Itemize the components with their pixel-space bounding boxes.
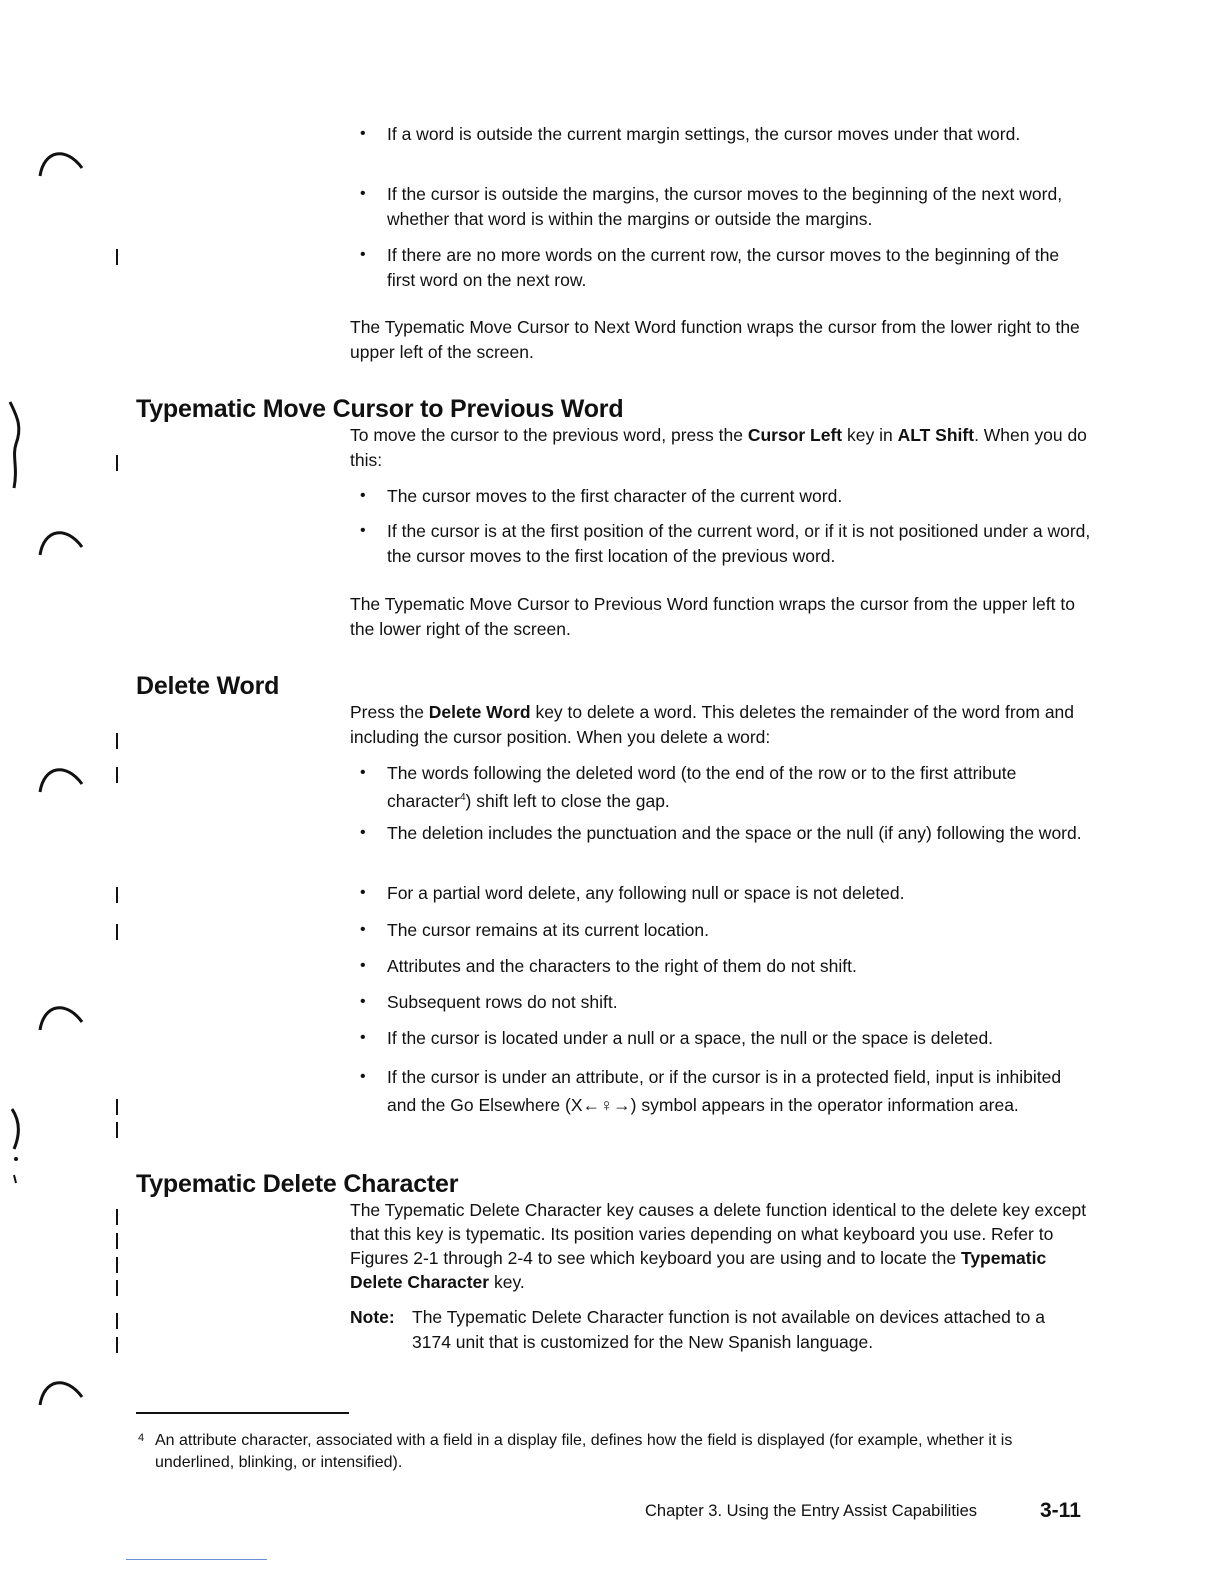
- revision-bar: [116, 1209, 118, 1225]
- revision-bar: [116, 887, 118, 903]
- revision-bar: [116, 1099, 118, 1115]
- footnote-mark: 4: [138, 1432, 145, 1444]
- paragraph: To move the cursor to the previous word, press the Cursor Left key in ALT Shift. When you do this:: [350, 425, 1087, 470]
- chapter-title: Chapter 3. Using the Entry Assist Capabilities: [645, 1502, 977, 1520]
- scan-edge-line: [126, 1559, 267, 1560]
- list-item: • If a word is outside the current margin settings, the cursor moves under that word.: [387, 122, 1092, 147]
- revision-bar: [116, 1122, 118, 1138]
- list-item: • If the cursor is under an attribute, or if the cursor is in a protected field, input is inhibited and the Go Elsewhere (X←♀→) symbol appears in the operator information area.: [387, 1063, 1092, 1119]
- list-item: • For a partial word delete, any following null or space is not deleted.: [387, 881, 1092, 906]
- paragraph: The Typematic Move Cursor to Next Word function wraps the cursor from the lower right to the upper left of the screen.: [350, 317, 1080, 362]
- binder-arc: [36, 760, 84, 794]
- key-name: ALT Shift: [897, 425, 975, 445]
- list-item: • If the cursor is located under a null or a space, the null or the space is deleted.: [387, 1026, 1092, 1051]
- paragraph: Press the Delete Word key to delete a word. This deletes the remainder of the word from and including the cursor position. When you delete a word:: [350, 702, 1075, 747]
- binder-arc: [36, 144, 84, 178]
- revision-bar: [116, 455, 118, 471]
- revision-bar: [116, 733, 118, 749]
- note-label: Note:: [350, 1307, 395, 1327]
- section-heading: Typematic Delete Character: [136, 1170, 459, 1198]
- paragraph: The Typematic Delete Character key causes a delete function identical to the delete key except that this key is typematic. Its position varies depending on what keyboard you use. Refer to Figures 2-1 through 2-4 to see which keyboard you are using and to locate the Typematic Delete Character key.: [350, 1200, 1087, 1292]
- revision-bar: [116, 924, 118, 940]
- revision-bar: [116, 767, 118, 783]
- list-item: • If there are no more words on the current row, the cursor moves to the beginning of the first word on the next row.: [387, 243, 1092, 292]
- footnote-rule: [136, 1412, 349, 1414]
- footnote-ref: 4: [459, 791, 466, 803]
- key-name: Typematic Delete Character: [350, 1248, 1047, 1292]
- list-item: • The cursor moves to the first character of the current word.: [387, 484, 1092, 509]
- paragraph: The Typematic Move Cursor to Previous Word function wraps the cursor from the upper left to the lower right of the screen.: [350, 594, 1075, 639]
- note-text: The Typematic Delete Character function is not available on devices attached to a 3174 unit that is customized for the New Spanish language.: [412, 1307, 1045, 1352]
- scan-edge-mark: [4, 398, 26, 498]
- binder-arc: [36, 998, 84, 1032]
- list-item: • The cursor remains at its current location.: [387, 918, 1092, 943]
- list-item: • The deletion includes the punctuation and the space or the null (if any) following the word.: [387, 821, 1092, 846]
- section-heading: Typematic Move Cursor to Previous Word: [136, 395, 624, 423]
- binder-arc: [36, 523, 84, 557]
- binder-arc: [36, 1373, 84, 1407]
- footnote-text: An attribute character, associated with a field in a display file, defines how the field is displayed (for example, whether it is underlined, blinking, or intensified).: [155, 1432, 1013, 1471]
- key-name: Delete Word: [428, 702, 531, 722]
- revision-bar: [116, 1280, 118, 1296]
- revision-bar: [116, 1233, 118, 1249]
- scan-edge-mark: [4, 1105, 26, 1185]
- list-item: • The words following the deleted word (to the end of the row or to the first attribute character$^4$) shift left to close the gap.: [387, 761, 1092, 813]
- go-elsewhere-symbol: X←♀→: [570, 1095, 631, 1115]
- revision-bar: [116, 249, 118, 265]
- list-item: • Attributes and the characters to the right of them do not shift.: [387, 954, 1092, 979]
- page-number: 3-11: [1040, 1499, 1081, 1522]
- list-item: • If the cursor is at the first position of the current word, or if it is not positioned under a word, the cursor moves to the first location of the previous word.: [387, 519, 1092, 568]
- section-heading: Delete Word: [136, 672, 280, 700]
- revision-bar: [116, 1313, 118, 1329]
- list-item: • If the cursor is outside the margins, the cursor moves to the beginning of the next word, whether that word is within the margins or outside the margins.: [387, 182, 1092, 231]
- revision-bar: [116, 1257, 118, 1273]
- revision-bar: [116, 1337, 118, 1353]
- key-name: Cursor Left: [747, 425, 843, 445]
- list-item: • Subsequent rows do not shift.: [387, 990, 1092, 1015]
